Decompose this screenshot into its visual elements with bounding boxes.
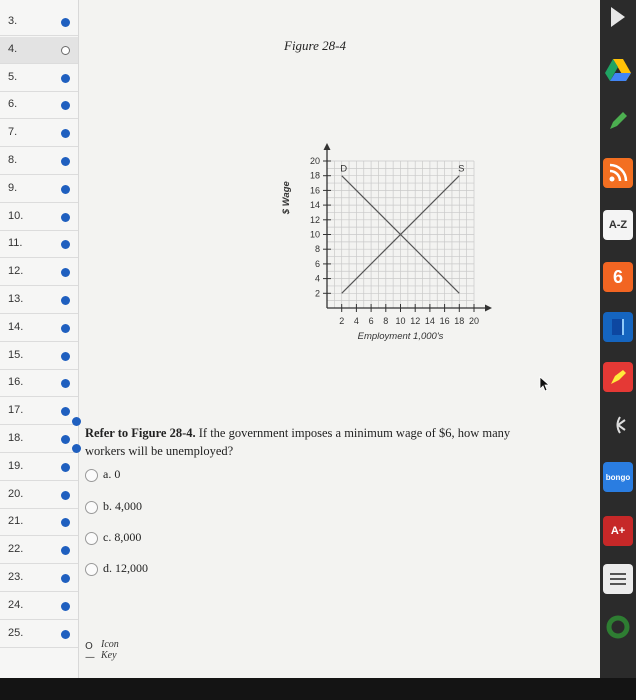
radio-button[interactable] (85, 469, 98, 482)
question-nav-item[interactable] (0, 148, 78, 175)
unanswered-dot-icon (61, 46, 70, 55)
question-number: 12. (8, 265, 24, 278)
x-tick-label: 4 (353, 316, 359, 326)
question-nav-item[interactable] (0, 398, 78, 425)
question-nav-item[interactable] (0, 593, 78, 620)
x-tick-label: 16 (439, 316, 450, 326)
a-plus-label: A+ (610, 525, 626, 537)
y-tick-label: 4 (314, 273, 320, 284)
y-tick-label: 12 (309, 214, 320, 225)
question-nav-item[interactable] (0, 426, 78, 453)
question-number: 7. (8, 126, 18, 139)
book-icon[interactable] (603, 312, 633, 342)
question-content (79, 0, 600, 678)
question-nav-item[interactable] (0, 204, 78, 231)
read-aloud-icon[interactable] (603, 410, 633, 440)
question-nav-item[interactable] (0, 621, 78, 648)
answered-dot-icon (61, 379, 70, 388)
question-body: If the government imposes a minimum wage of $6, how many workers will be unemployed? (85, 426, 511, 458)
answered-dot-icon (61, 296, 70, 305)
y-tick-label: 18 (309, 170, 320, 181)
y-tick-label: 6 (314, 258, 320, 269)
choice-label: b. 4,000 (103, 499, 142, 513)
question-text (85, 424, 553, 460)
question-number: 5. (8, 70, 18, 83)
question-number: 6. (8, 98, 18, 111)
question-number: 9. (8, 181, 18, 194)
mouse-pointer-icon (539, 376, 551, 392)
notes-icon[interactable] (603, 564, 633, 594)
question-number: 20. (8, 487, 24, 500)
question-nav-item[interactable] (0, 65, 78, 92)
a-plus-icon[interactable] (603, 516, 633, 546)
app-dock (600, 0, 636, 678)
answered-dot-icon (61, 407, 70, 416)
answered-dot-icon (61, 268, 70, 277)
answered-dot-icon (61, 574, 70, 583)
x-axis-label: Employment 1,000's (357, 331, 444, 342)
question-number: 17. (8, 404, 24, 417)
y-tick-label: 8 (314, 244, 320, 255)
answered-dot-icon (61, 491, 70, 500)
figure-title: Figure 28-4 (284, 38, 346, 53)
answered-dot-icon (61, 546, 70, 555)
y-tick-label: 14 (309, 200, 320, 211)
rss-icon[interactable] (603, 158, 633, 188)
question-number: 16. (8, 376, 24, 389)
answered-dot-icon (61, 129, 70, 138)
question-nav-item[interactable] (0, 176, 78, 203)
question-nav-item[interactable] (0, 287, 78, 314)
question-nav-item[interactable] (0, 37, 78, 64)
question-nav-item[interactable] (0, 259, 78, 286)
google-drive-icon[interactable] (603, 55, 633, 85)
answered-dot-icon (61, 74, 70, 83)
question-number: 23. (8, 571, 24, 583)
answered-dot-icon (61, 352, 70, 361)
question-number: 19. (8, 459, 24, 472)
question-nav-item[interactable] (0, 370, 78, 397)
x-tick-label: 18 (454, 316, 465, 326)
radio-button[interactable] (85, 501, 98, 514)
choice-label: a. 0 (103, 467, 121, 481)
question-nav-item[interactable] (0, 231, 78, 258)
question-number: 11. (8, 237, 23, 250)
answered-dot-icon (61, 157, 70, 166)
y-axis-arrow-icon (324, 143, 331, 150)
y-tick-label: 2 (314, 288, 320, 299)
pen-icon[interactable] (603, 106, 633, 136)
question-nav-item[interactable] (0, 343, 78, 370)
answered-dot-icon (61, 630, 70, 639)
question-number: 8. (8, 154, 18, 166)
question-number: 14. (8, 320, 24, 333)
highlighter-icon[interactable] (603, 362, 633, 392)
question-number: 15. (8, 348, 24, 361)
question-list (0, 0, 79, 678)
answered-dot-icon (61, 101, 70, 110)
y-axis-label: $ Wage (281, 181, 292, 215)
x-tick-label: 20 (468, 316, 480, 326)
question-nav-item[interactable] (0, 315, 78, 342)
choice-label: c. 8,000 (103, 530, 142, 544)
answered-dot-icon (61, 324, 70, 333)
question-number: 18. (8, 432, 24, 444)
question-nav-item[interactable] (0, 482, 78, 509)
dictionary-icon[interactable] (603, 210, 633, 240)
dictionary-label: A-Z (608, 219, 628, 231)
answered-dot-icon (61, 602, 70, 611)
answered-dot-icon (61, 240, 70, 249)
key-icon: O— (85, 641, 95, 663)
x-tick-label: 2 (339, 316, 345, 326)
y-tick-label: 20 (309, 156, 320, 166)
answered-dot-icon (61, 463, 70, 472)
x-tick-label: 14 (424, 316, 435, 326)
question-number: 24. (8, 598, 24, 611)
y-tick-label: 10 (309, 229, 320, 240)
question-number: 21. (8, 515, 24, 528)
radio-button[interactable] (85, 563, 98, 576)
question-nav-item[interactable] (0, 9, 78, 36)
question-nav-item[interactable] (0, 537, 78, 564)
x-tick-label: 10 (395, 316, 406, 326)
six-icon[interactable] (603, 262, 633, 292)
figure-reference: Refer to Figure 28-4. (85, 426, 196, 440)
answered-dot-icon (61, 435, 70, 444)
question-nav-item[interactable] (0, 92, 78, 119)
y-tick-label: 16 (309, 185, 320, 196)
question-marker-dot (72, 444, 81, 453)
question-number: 4. (8, 42, 18, 55)
supply-demand-chart (199, 128, 519, 368)
question-marker-dot (72, 417, 81, 426)
question-number: 22. (8, 543, 24, 556)
bongo-label: bongo (605, 472, 631, 482)
six-label: 6 (612, 266, 623, 287)
question-number: 3. (8, 15, 18, 27)
answered-dot-icon (61, 518, 70, 527)
series-label-s: S (458, 163, 465, 175)
circle-icon[interactable] (603, 612, 633, 642)
icon-key-label: Icon Key (101, 639, 119, 661)
question-number: 25. (8, 626, 24, 639)
question-number: 10. (8, 209, 24, 222)
x-tick-label: 8 (383, 316, 389, 326)
x-tick-label: 12 (410, 316, 421, 326)
screen-bezel (0, 678, 636, 700)
arrow-icon[interactable] (603, 2, 633, 32)
question-nav-item[interactable] (0, 509, 78, 536)
x-tick-label: 6 (368, 316, 374, 326)
x-axis-arrow-icon (485, 305, 492, 312)
question-nav-item[interactable] (0, 454, 78, 481)
answered-dot-icon (61, 18, 70, 27)
series-label-d: D (340, 163, 348, 175)
question-nav-item[interactable] (0, 120, 78, 147)
question-number: 13. (8, 293, 24, 305)
choice-label: d. 12,000 (103, 561, 148, 575)
question-nav-item[interactable] (0, 565, 78, 592)
bongo-icon[interactable] (603, 462, 633, 492)
radio-button[interactable] (85, 532, 98, 545)
answered-dot-icon (61, 213, 70, 222)
answered-dot-icon (61, 185, 70, 194)
